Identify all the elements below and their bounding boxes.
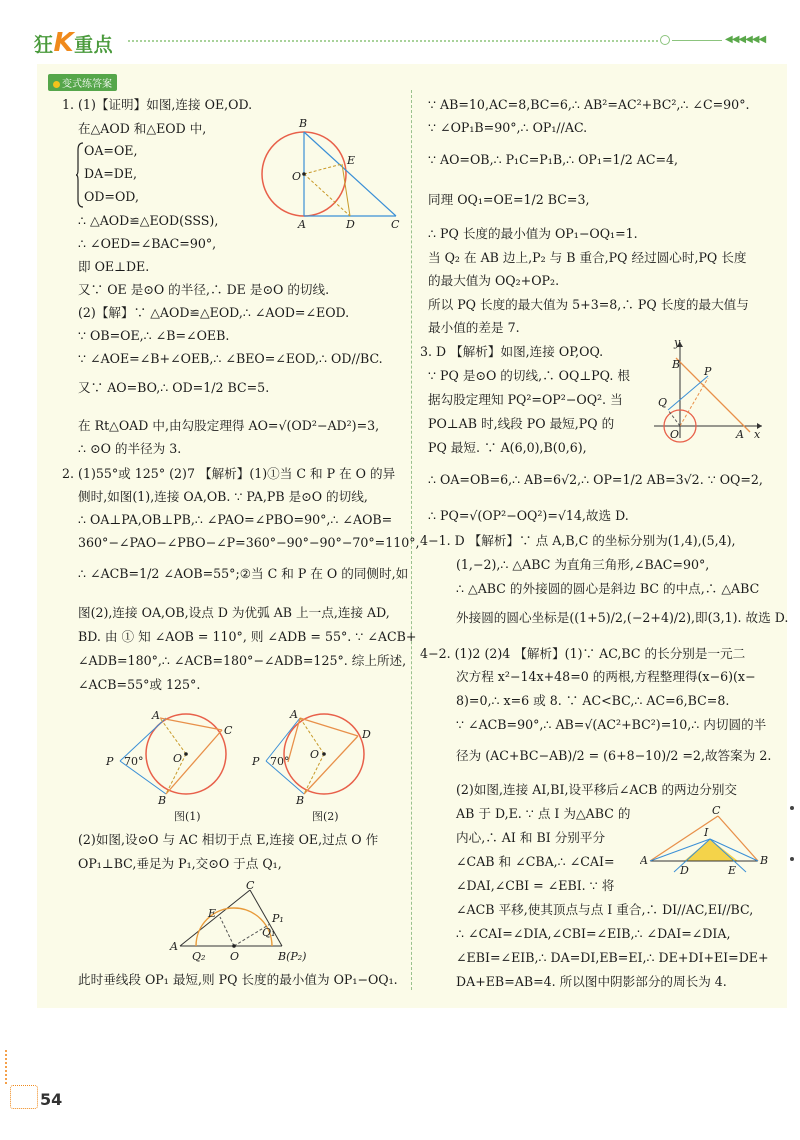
text-line: ∴ ∠CAI=∠DIA,∠CBI=∠EIB,∴ ∠DAI=∠DIA, [456, 926, 731, 941]
header-line [672, 40, 722, 41]
text-line: 4−2. (1)2 (2)4 【解析】(1)∵ AC,BC 的长分别是一元二 [420, 646, 746, 661]
brand-prefix: 狂 [34, 34, 54, 56]
text-line: 在 Rt△OAD 中,由勾股定理得 AO=√(OD²−AD²)=3, [78, 418, 380, 433]
fig5-label: A [736, 428, 744, 441]
fig6-label: C [712, 806, 721, 817]
text-line: 2. (1)55°或 125° (2)7 【解析】(1)①当 C 和 P 在 O 的异 [62, 466, 396, 481]
text-line: ∠DAI,∠CBI = ∠EBI. ∵ 将 [456, 878, 615, 893]
fig1-label: O [292, 170, 302, 183]
page-icon [10, 1085, 38, 1109]
text-line: ∵ PQ 是⊙O 的切线,∴ OQ⊥PQ. 根 [428, 368, 630, 383]
fig3-label: A [290, 708, 298, 721]
text-line: ∴ ⊙O 的半径为 3. [78, 441, 182, 456]
brace [76, 142, 84, 212]
section-tag-label: 变式练答案 [62, 79, 112, 90]
fig6-label: I [704, 826, 709, 839]
text-line: 径为 (AC+BC−AB)/2 = (6+8−10)/2 =2,故答案为 2. [456, 748, 772, 763]
text-line: (2)如图,连接 AI,BI,设平移后∠ACB 的两边分别交 [456, 782, 738, 797]
fig6-label: E [728, 864, 737, 876]
fig2-label: P [106, 755, 114, 768]
text-line: DA+EB=AB=4. 所以图中阴影部分的周长为 4. [456, 974, 727, 989]
text-line: 的最大值为 OQ₂+OP₂. [428, 273, 560, 288]
text-line: ∴ ∠ACB=1/2 ∠AOB=55°;②当 C 和 P 在 O 的同侧时,如 [78, 566, 409, 581]
header-dotted-line [128, 40, 658, 42]
fig2-label: 70° [124, 755, 144, 768]
figure-circle-tangent [258, 112, 408, 236]
fig1-label: E [347, 154, 356, 167]
text-line: ∴ △ABC 的外接圆的圆心是斜边 BC 的中点,∴ △ABC [456, 581, 760, 596]
text-line: 内心,∴ AI 和 BI 分别平分 [456, 830, 606, 845]
text-line: OP₁⊥BC,垂足为 P₁,交⊙O 于点 Q₁, [78, 856, 282, 871]
brand-k: K [53, 28, 75, 58]
fig3-label: O [310, 748, 320, 761]
fig4-label: C [246, 880, 255, 892]
fig4-label: E [208, 907, 217, 920]
text-line: 3. D 【解析】如图,连接 OP,OQ. [420, 344, 604, 359]
text-line: ∴ OA⊥PA,OB⊥PB,∴ ∠PAO=∠PBO=90°,∴ ∠AOB= [78, 512, 393, 527]
text-line: PO⊥AB 时,线段 PO 最短,PQ 的 [428, 416, 615, 431]
text-line: 又∵ AO=BO,∴ OD=1/2 BC=5. [78, 380, 270, 395]
pin-icon [53, 81, 60, 88]
fig4-label: Q₂ [192, 950, 206, 963]
text-line: ∴ PQ=√(OP²−OQ²)=√14,故选 D. [428, 508, 629, 523]
fig2-caption: 图(1) [174, 810, 201, 823]
fig3-caption: 图(2) [312, 810, 339, 823]
text-line: 360°−∠PAO−∠PBO−∠P=360°−90°−90°−70°=110°, [78, 535, 420, 550]
text-line: 最小值的差是 7. [428, 320, 520, 335]
text-line: PQ 最短. ∵ A(6,0),B(0,6), [428, 440, 587, 455]
header-arrows-icon: ◀◀◀◀◀◀ [725, 34, 766, 45]
text-line: ∠CAB 和 ∠CBA,∴ ∠CAI= [456, 854, 615, 869]
fig1-label: A [298, 218, 306, 231]
text-line: DA=DE, [84, 166, 138, 181]
text-line: OA=OE, [84, 143, 138, 158]
fig4-label: P₁ [272, 912, 284, 925]
text-line: 图(2),连接 OA,OB,设点 D 为优弧 AB 上一点,连接 AD, [78, 605, 390, 620]
brand-suffix: 重点 [74, 34, 114, 56]
text-line: 侧时,如图(1),连接 OA,OB. ∵ PA,PB 是⊙O 的切线, [78, 489, 368, 504]
text-line: OD=OD, [84, 189, 139, 204]
text-line: 此时垂线段 OP₁ 最短,则 PQ 长度的最小值为 OP₁−OQ₁. [78, 972, 398, 987]
margin-dot [790, 857, 794, 861]
text-line: 所以 PQ 长度的最大值为 5+3=8,∴ PQ 长度的最大值与 [428, 297, 749, 312]
header-circle-icon [660, 35, 670, 45]
fig6-label: B [760, 854, 769, 867]
text-line: BD. 由 ① 知 ∠AOB = 110°, 则 ∠ADB = 55°. ∵ ∠ACB+ [78, 629, 417, 644]
text-line: ∴ ∠OED=∠BAC=90°, [78, 236, 217, 251]
text-line: 又∵ OE 是⊙O 的半径,∴ DE 是⊙O 的切线. [78, 282, 330, 297]
fig3-label: 70° [270, 755, 290, 768]
text-line: ∵ ∠AOE=∠B+∠OEB,∴ ∠BEO=∠EOD,∴ OD//BC. [78, 351, 383, 366]
fig6-label: A [640, 854, 648, 867]
fig2-label: B [158, 794, 167, 807]
figure-tangent-2 [248, 706, 398, 830]
text-line: 即 OE⊥DE. [78, 259, 150, 274]
figure-coordinate-tangent [646, 338, 766, 448]
text-line: 在△AOD 和△EOD 中, [78, 121, 207, 136]
fig2-label: O [173, 752, 183, 765]
text-line: (2)【解】∵ △AOD≌△EOD,∴ ∠AOD=∠EOD. [78, 305, 350, 320]
text-line: (2)如图,设⊙O 与 AC 相切于点 E,连接 OE,过点 O 作 [78, 832, 379, 847]
text-line: ∴ PQ 长度的最小值为 OP₁−OQ₁=1. [428, 226, 638, 241]
fig3-label: D [362, 728, 371, 741]
fig5-label: O [670, 428, 680, 441]
text-line: 外接圆的圆心坐标是((1+5)/2,(−2+4)/2),即(3,1). 故选 D. [456, 610, 789, 625]
fig1-label: D [346, 218, 355, 231]
fig4-label: Q₁ [262, 926, 276, 939]
figure-incenter-triangle [640, 806, 770, 880]
section-tag [48, 74, 117, 91]
text-line: 据勾股定理知 PQ²=OP²−OQ². 当 [428, 392, 623, 407]
text-line: ∴ △AOD≌△EOD(SSS), [78, 213, 219, 228]
text-line: 次方程 x²−14x+48=0 的两根,方程整理得(x−6)(x− [456, 669, 756, 684]
text-line: 1. (1)【证明】如图,连接 OE,OD. [62, 97, 253, 112]
brand-logo [34, 28, 113, 58]
fig3-label: P [252, 755, 260, 768]
margin-dot [790, 806, 794, 810]
text-line: ∵ OB=OE,∴ ∠B=∠OEB. [78, 328, 230, 343]
text-line: ∵ AO=OB,∴ P₁C=P₁B,∴ OP₁=1/2 AC=4, [428, 152, 679, 167]
fig5-label: x [754, 428, 761, 441]
text-line: ∵ ∠ACB=90°,∴ AB=√(AC²+BC²)=10,∴ 内切圆的半 [456, 717, 767, 732]
page-number: 54 [40, 1090, 63, 1109]
text-line: ∵ AB=10,AC=8,BC=6,∴ AB²=AC²+BC²,∴ ∠C=90°. [428, 97, 750, 112]
text-line: ∵ ∠OP₁B=90°,∴ OP₁//AC. [428, 120, 588, 135]
text-line: 同理 OQ₁=OE=1/2 BC=3, [428, 192, 590, 207]
fig2-label: C [224, 724, 233, 737]
text-line: 8)=0,∴ x=6 或 8. ∵ AC<BC,∴ AC=6,BC=8. [456, 693, 730, 708]
figure-semicircle [168, 880, 328, 974]
fig5-label: B [672, 358, 681, 371]
fig6-label: D [680, 864, 689, 876]
text-line: 4−1. D 【解析】∵ 点 A,B,C 的坐标分别为(1,4),(5,4), [420, 533, 736, 548]
fig5-label: P [704, 365, 712, 378]
fig1-label: B [299, 117, 308, 130]
text-line: (1,−2),∴ △ABC 为直角三角形,∠BAC=90°, [456, 557, 710, 572]
fig1-label: C [391, 218, 400, 231]
text-line: ∠ADB=180°,∴ ∠ACB=180°−∠ADB=125°. 综上所述, [78, 653, 407, 668]
text-line: ∴ OA=OB=6,∴ AB=6√2,∴ OP=1/2 AB=3√2. ∵ OQ=2, [428, 472, 763, 487]
fig3-label: B [296, 794, 305, 807]
text-line: ∠ACB 平移,使其顶点与点 I 重合,∴ DI//AC,EI//BC, [456, 902, 754, 917]
figure-tangent-1 [100, 706, 250, 830]
text-line: AB 于 D,E. ∵ 点 I 为△ABC 的 [456, 806, 631, 821]
fig4-label: O [230, 950, 240, 963]
fig5-label: Q [658, 396, 668, 409]
footer-dots [5, 1050, 7, 1084]
text-line: 当 Q₂ 在 AB 边上,P₂ 与 B 重合,PQ 经过圆心时,PQ 长度 [428, 250, 747, 265]
text-line: ∠ACB=55°或 125°. [78, 677, 201, 692]
fig2-label: A [152, 709, 160, 722]
fig4-label: A [170, 940, 178, 953]
fig5-label: y [674, 338, 681, 349]
page-header [0, 0, 800, 60]
text-line: ∠EBI=∠EIB,∴ DA=DI,EB=EI,∴ DE+DI+EI=DE+ [456, 950, 769, 965]
fig4-label: B(P₂) [278, 950, 307, 963]
